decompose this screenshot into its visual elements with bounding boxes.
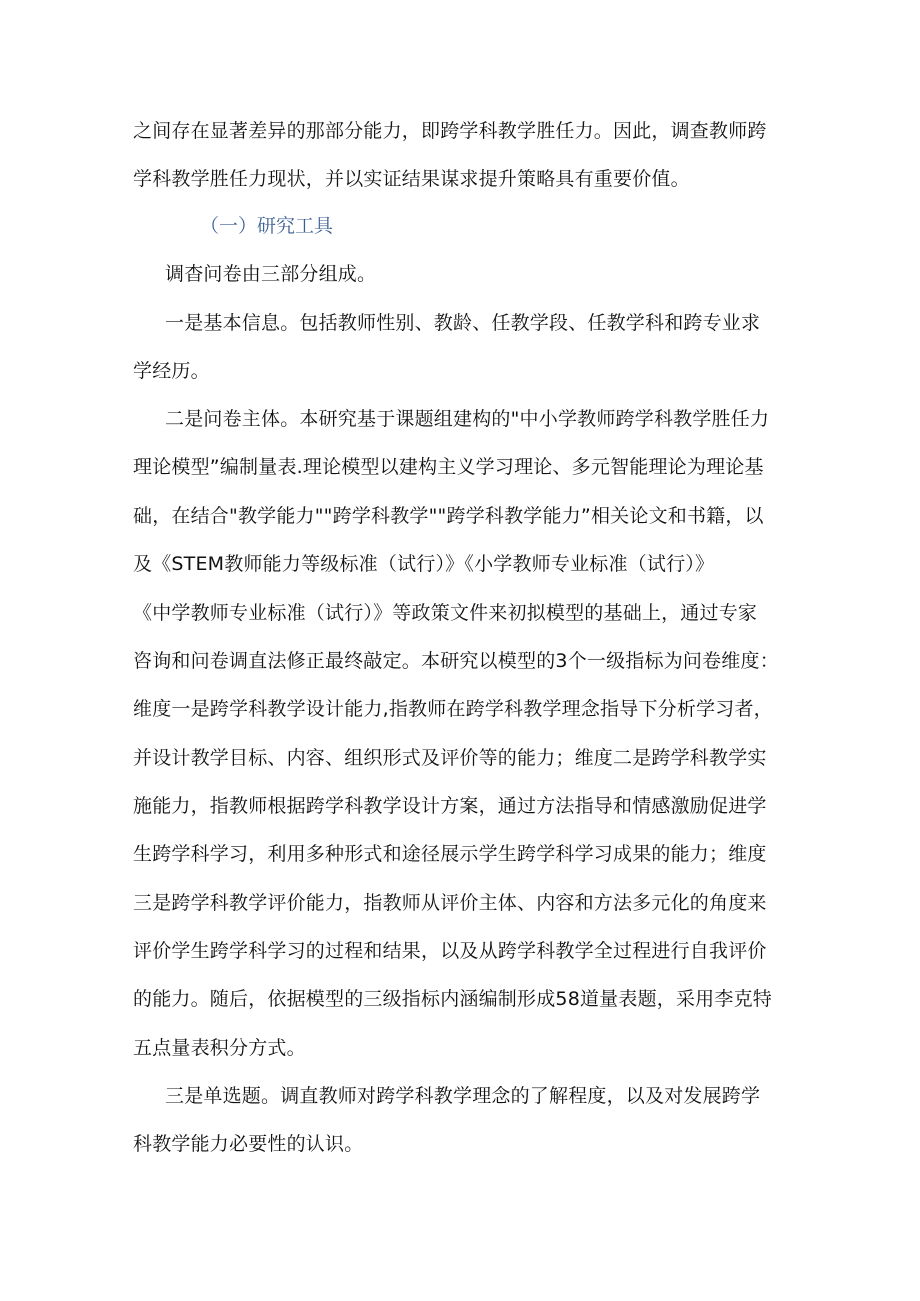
part2-line-2: 理论模型”编制量表.理论模型以建构主义学习理论、多元智能理论为理论基 (133, 456, 764, 478)
part2-line-5: 《中学教师专业标准（试行）》等政策文件来初拟模型的基础上，通过专家 (133, 602, 758, 624)
part3-line-1: 三是单选题。调直教师对跨学科教学理念的了解程度，以及对发展跨学 (165, 1085, 761, 1107)
part2-line-11: 三是跨学科教学评价能力，指教师从评价主体、内容和方法多元化的角度来 (133, 892, 767, 914)
section-heading: （一）研究工具 (200, 215, 334, 237)
part2-line-3: 础，在结合"教学能力""跨学科教学""跨学科教学能力”相关论文和书籍，以 (133, 505, 764, 527)
part1-line-1: 一是基本信息。包括教师性别、教龄、任教学段、任教学科和跨专业求 (165, 312, 761, 334)
part2-line-6: 咨询和问卷调直法修正最终敲定。本研究以模型的3个一级指标为问卷维度： (133, 650, 779, 672)
part2-line-9: 施能力，指教师根据跨学科教学设计方案，通过方法指导和情感激励促进学 (133, 795, 767, 817)
intro-line-1: 之间存在显著差异的那部分能力，即跨学科教学胜任力。因此，调查教师跨 (133, 120, 767, 142)
part2-line-8: 并设计教学目标、内容、组织形式及评价等的能力；维度二是跨学科教学实 (133, 747, 767, 769)
part1-line-2: 学经历。 (133, 360, 210, 382)
part2-line-10: 生跨学科学习，利用多种形式和途径展示学生跨学科学习成果的能力；维度 (133, 843, 767, 865)
intro-line-2: 学科教学胜任力现状，并以实证结果谋求提升策略具有重要价值。 (133, 168, 690, 190)
part3-line-2: 科教学能力必要性的认识。 (133, 1133, 364, 1155)
part2-line-4: 及《STEM教师能力等级标准（试行）》《小学教师专业标准（试行）》 (133, 553, 715, 575)
part2-line-12: 评价学生跨学科学习的过程和结果，以及从跨学科教学全过程进行自我评价 (133, 940, 767, 962)
part2-line-13: 的能力。随后，依据模型的三级指标内涵编制形成58道量表题，采用李克特 (133, 988, 772, 1010)
overview-paragraph: 调杳问卷由三部分组成。 (165, 263, 377, 285)
part2-line-7: 维度一是跨学科教学设计能力,指教师在跨学科教学理念指导下分析学习者， (133, 698, 773, 720)
part2-line-1: 二是问卷主体。本研究基于课题组建构的"中小学教师跨学科教学胜任力 (165, 408, 770, 430)
part2-line-14: 五点量表积分方式。 (133, 1037, 306, 1059)
